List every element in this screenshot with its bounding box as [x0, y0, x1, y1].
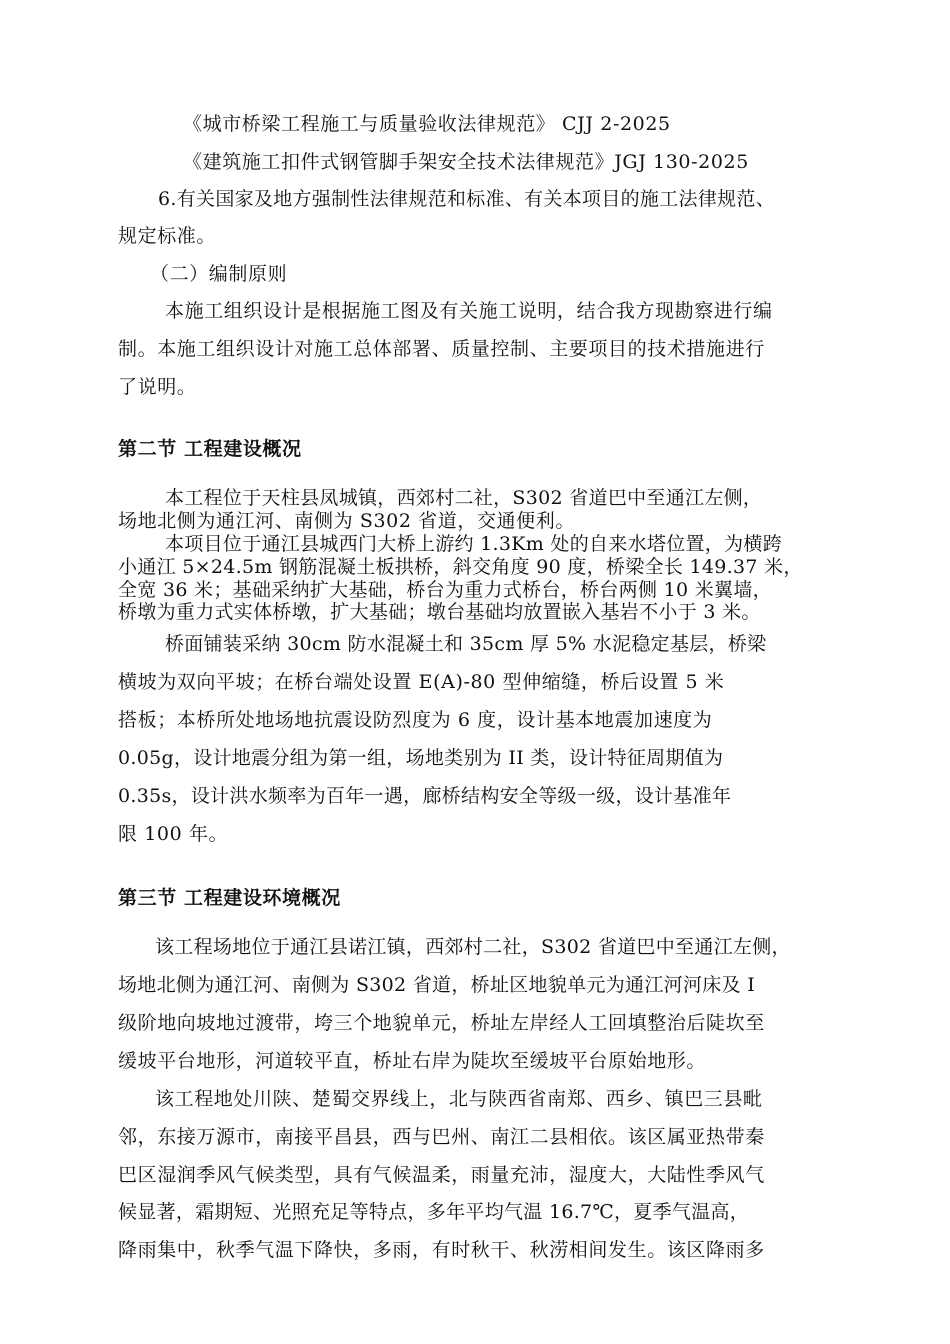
- paragraph-line: 小通江 5×24.5m 钢筋混凝土板拱桥，斜交角度 90 度，桥梁全长 149.37 米，: [118, 556, 803, 578]
- paragraph-line: 本工程位于天柱县凤城镇，西郊村二社，S302 省道巴中至通江左侧，: [165, 487, 763, 509]
- paragraph-line: 了说明。: [118, 376, 197, 398]
- paragraph-line: 场地北侧为通江河、南侧为 S302 省道，桥址区地貌单元为通江河河床及 I: [118, 974, 756, 996]
- section-heading: 第二节 工程建设概况: [118, 438, 302, 460]
- paragraph-line: 该工程场地位于通江县诺江镇，西郊村二社，S302 省道巴中至通江左侧，: [155, 936, 791, 958]
- paragraph-line: 巴区湿润季风气候类型，具有气候温柔，雨量充沛，湿度大，大陆性季风气: [118, 1164, 765, 1186]
- paragraph-line: 桥墩为重力式实体桥墩，扩大基础；墩台基础均放置嵌入基岩不小于 3 米。: [118, 601, 761, 623]
- paragraph-line: 制。本施工组织设计对施工总体部署、质量控制、主要项目的技术措施进行: [118, 338, 765, 360]
- paragraph-line: 规定标准。: [118, 225, 217, 247]
- paragraph-line: 候显著，霜期短、光照充足等特点，多年平均气温 16.7℃，夏季气温高，: [118, 1201, 750, 1223]
- paragraph-line: 场地北侧为通江河、南侧为 S302 省道，交通便利。: [118, 510, 575, 532]
- paragraph-line: 0.05g，设计地震分组为第一组，场地类别为 II 类，设计特征周期值为: [118, 747, 724, 769]
- paragraph-line: 限 100 年。: [118, 823, 229, 845]
- paragraph-line: 该工程地处川陕、楚蜀交界线上，北与陕西省南郑、西乡、镇巴三县毗: [155, 1088, 763, 1110]
- reference-line-cjj: 《城市桥梁工程施工与质量验收法律规范》 CJJ 2-2025: [183, 113, 671, 135]
- paragraph-line: 全宽 36 米；基础采纳扩大基础，桥台为重力式桥台，桥台两侧 10 米翼墙，: [118, 579, 772, 601]
- paragraph-line: 0.35s，设计洪水频率为百年一遇，廊桥结构安全等级一级，设计基准年: [118, 785, 732, 807]
- paragraph-line: 桥面铺装采纳 30cm 防水混凝土和 35cm 厚 5% 水泥稳定基层，桥梁: [165, 633, 767, 655]
- paragraph-line: 横坡为双向平坡；在桥台端处设置 E(A)-80 型伸缩缝，桥后设置 5 米: [118, 671, 725, 693]
- paragraph-line: 本项目位于通江县城西门大桥上游约 1.3Km 处的自来水塔位置，为横跨: [165, 533, 783, 555]
- paragraph-line: 本施工组织设计是根据施工图及有关施工说明，结合我方现勘察进行编: [165, 300, 773, 322]
- paragraph-line: 缓坡平台地形，河道较平直，桥址右岸为陡坎至缓坡平台原始地形。: [118, 1050, 707, 1072]
- paragraph-line: 级阶地向坡地过渡带，垮三个地貌单元，桥址左岸经人工回填整治后陡坎至: [118, 1012, 765, 1034]
- paragraph-line: 降雨集中，秋季气温下降快，多雨，有时秋干、秋涝相间发生。该区降雨多: [118, 1239, 765, 1261]
- section-heading: 第三节 工程建设环境概况: [118, 887, 341, 909]
- paragraph-line: 邻，东接万源市，南接平昌县，西与巴州、南江二县相依。该区属亚热带秦: [118, 1126, 765, 1148]
- paragraph-line: 6.有关国家及地方强制性法律规范和标准、有关本项目的施工法律规范、: [158, 188, 776, 210]
- reference-line-jgj: 《建筑施工扣件式钢管脚手架安全技术法律规范》JGJ 130-2025: [183, 151, 749, 173]
- paragraph-line: 搭板；本桥所处地场地抗震设防烈度为 6 度，设计基本地震加速度为: [118, 709, 713, 731]
- subsection-heading: （二）编制原则: [150, 263, 288, 285]
